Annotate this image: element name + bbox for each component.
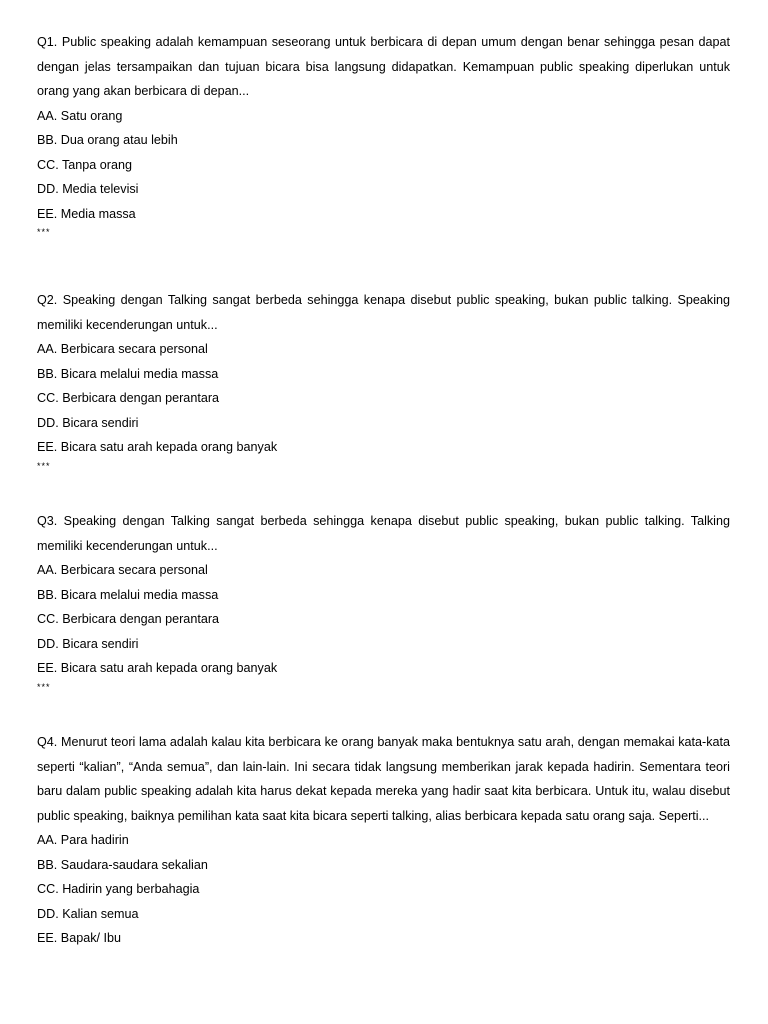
option-d: DD. Media televisi: [37, 182, 139, 196]
question-text: Q4. Menurut teori lama adalah kalau kita berbicara ke orang banyak maka bentuknya satu arah, dengan memakai kata-kata seperti “kalian”, “Anda semua”, dan lain-lain. Ini secara tidak langsung memberikan jarak kepada hadirin. Sementara teori baru dalam public speaking adalah kita harus dekat kepada mereka yang hadir saat kita berbicara. Untuk itu, walau disebut public speaking, baiknya pemilihan kata saat kita bicara seperti talking, alias berbicara kepada satu orang saja. Seperti...: [37, 735, 730, 823]
option-b: BB. Saudara-saudara sekalian: [37, 857, 208, 872]
option-b: BB. Dua orang atau lebih: [37, 133, 178, 147]
option-d: DD. Bicara sendiri: [37, 415, 139, 430]
option-e: EE. Bapak/ Ibu: [37, 931, 122, 945]
option-e: EE. Media massa: [37, 206, 136, 221]
option-c: CC. Berbicara dengan perantara: [37, 612, 220, 626]
option-d: DD. Bicara sendiri: [37, 636, 139, 651]
option-a: AA. Berbicara secara personal: [37, 342, 208, 356]
option-d: DD. Kalian semua: [37, 906, 139, 921]
option-c: CC. Tanpa orang: [37, 157, 132, 172]
question-2: [37, 288, 730, 472]
separator: ***: [37, 227, 51, 237]
option-b: BB. Bicara melalui media massa: [37, 366, 219, 381]
option-a: AA. Satu orang: [37, 108, 123, 123]
separator: ***: [37, 460, 51, 471]
option-e: EE. Bicara satu arah kepada orang banyak: [37, 661, 278, 675]
option-e: EE. Bicara satu arah kepada orang banyak: [37, 440, 278, 454]
question-3: [37, 509, 730, 693]
option-a: AA. Para hadirin: [37, 833, 129, 847]
option-a: AA. Berbicara secara personal: [37, 563, 208, 577]
option-c: CC. Hadirin yang berbahagia: [37, 882, 200, 896]
option-c: CC. Berbicara dengan perantara: [37, 391, 220, 405]
separator: ***: [37, 681, 51, 692]
option-b: BB. Bicara melalui media massa: [37, 587, 219, 602]
question-4: [37, 730, 730, 951]
question-text: Q3. Speaking dengan Talking sangat berbeda sehingga kenapa disebut public speaking, bukan public talking. Talking memiliki kecenderungan untuk...: [37, 514, 730, 553]
question-text: Q2. Speaking dengan Talking sangat berbeda sehingga kenapa disebut public speaking, bukan public talking. Speaking memiliki kecenderungan untuk...: [37, 293, 730, 332]
question-text: Q1. Public speaking adalah kemampuan seseorang untuk berbicara di depan umum dengan benar sehingga pesan dapat dengan jelas tersampaikan dan tujuan bicara bisa langsung didapatkan. Kemampuan public speaking diperlukan untuk orang yang akan berbicara di depan...: [37, 35, 730, 98]
question-1: [37, 30, 730, 238]
